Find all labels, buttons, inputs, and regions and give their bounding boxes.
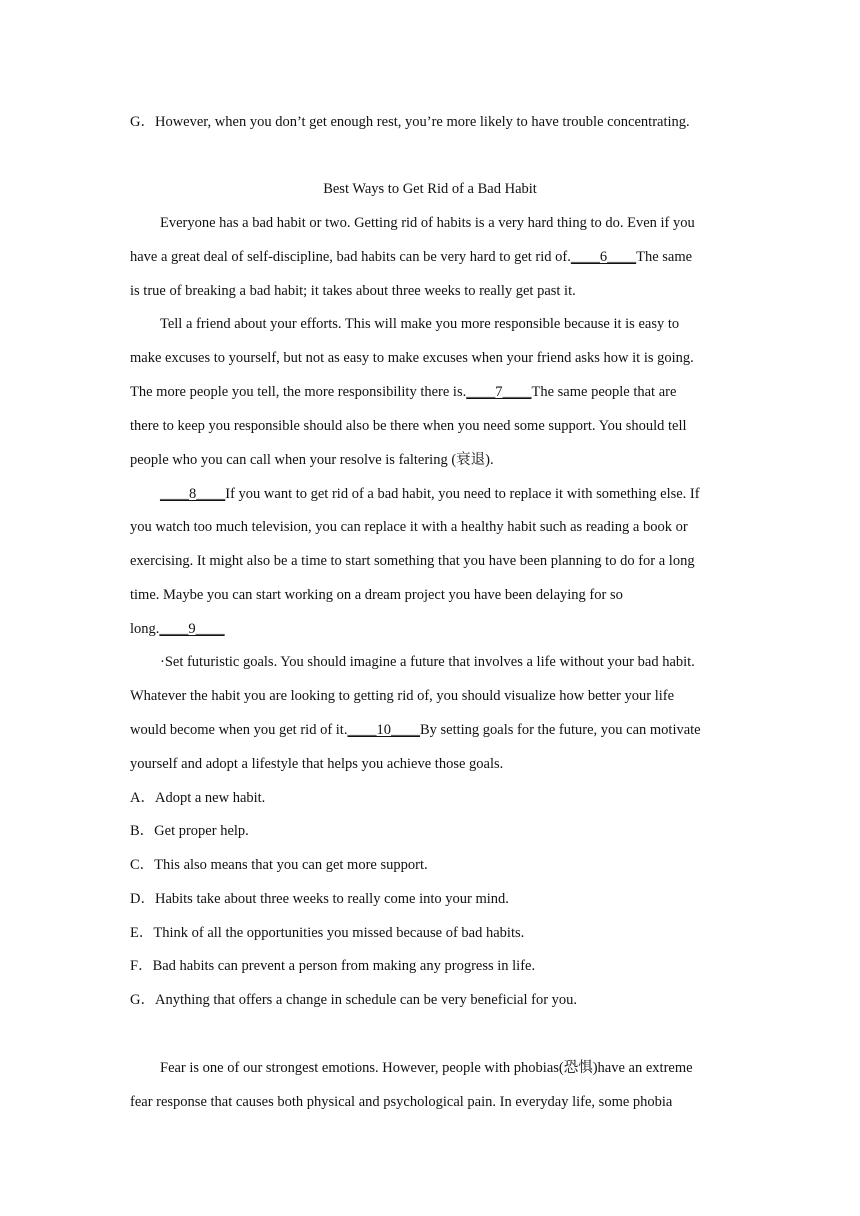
p3-line-4: time. Maybe you can start working on a dream project you have been delaying for so [130,587,623,603]
p1-line-2-text: have a great deal of self-discipline, bad habits can be very hard to get rid of. [130,249,571,265]
p3-line-2: you watch too much television, you can replace it with a healthy habit such as reading a book or [130,519,688,535]
option-f: F．Bad habits can prevent a person from making any progress in life. [130,958,536,974]
p2-line-3-text: The more people you tell, the more responsibility there is. [130,384,467,400]
p4-line-1: ·Set futuristic goals. You should imagine a future that involves a life without your bad habit. [160,654,695,670]
blank-8: ____8____ [160,486,226,502]
option-a: A．Adopt a new habit. [130,790,266,806]
option-g: G．Anything that offers a change in schedule can be very beneficial for you. [130,992,578,1008]
p4-line-3 [130,720,701,740]
p2-line-3-after: The same people that are [531,384,677,400]
blank-6: ____6____ [570,249,637,265]
p3-line-5-text: long. [130,621,160,637]
option-b: B．Get proper help. [130,823,249,839]
option-c: C．This also means that you can get more support. [130,857,428,873]
p4-line-3-after: By setting goals for the future, you can motivate [419,722,701,738]
previous-option-g: G．However, when you don’t get enough rest, you’re more likely to have trouble concentrating. [130,114,690,130]
p2-line-5: people who you can call when your resolve is faltering (衰退). [130,452,494,468]
blank-9: ____9____ [159,621,225,637]
blank-7: ____7____ [466,384,532,400]
p3-line-1-text: If you want to get rid of a bad habit, you need to replace it with something else. If [225,486,700,502]
p3-line-5 [130,619,225,639]
p2-line-3 [130,382,676,402]
p3-line-3: exercising. It might also be a time to start something that you have been planning to do for a long [130,553,695,569]
passage3-line-1: Fear is one of our strongest emotions. However, people with phobias(恐惧)have an extreme [160,1060,693,1076]
p4-line-4: yourself and adopt a lifestyle that helps you achieve those goals. [130,756,504,772]
p2-line-4: there to keep you responsible should also be there when you need some support. You should tell [130,418,687,434]
p1-line-2-after: The same [636,249,693,265]
passage3-line-2: fear response that causes both physical and psychological pain. In everyday life, some phobia [130,1094,673,1110]
p4-line-3-text: would become when you get rid of it. [130,722,348,738]
p3-line-1 [130,484,700,504]
option-d: D．Habits take about three weeks to really come into your mind. [130,891,509,907]
passage-title: Best Ways to Get Rid of a Bad Habit [323,181,537,197]
option-e: E．Think of all the opportunities you missed because of bad habits. [130,925,525,941]
p1-line-3: is true of breaking a bad habit; it takes about three weeks to really get past it. [130,283,576,299]
blank-10: ____10____ [347,722,420,738]
p2-line-2: make excuses to yourself, but not as easy to make excuses when your friend asks how it is going. [130,350,694,366]
p4-line-2: Whatever the habit you are looking to getting rid of, you should visualize how better your life [130,688,675,704]
p1-line-1: Everyone has a bad habit or two. Getting rid of habits is a very hard thing to do. Even if you [160,215,695,231]
p1-line-2 [130,247,692,267]
p2-line-1: Tell a friend about your efforts. This will make you more responsible because it is easy to [160,316,680,332]
